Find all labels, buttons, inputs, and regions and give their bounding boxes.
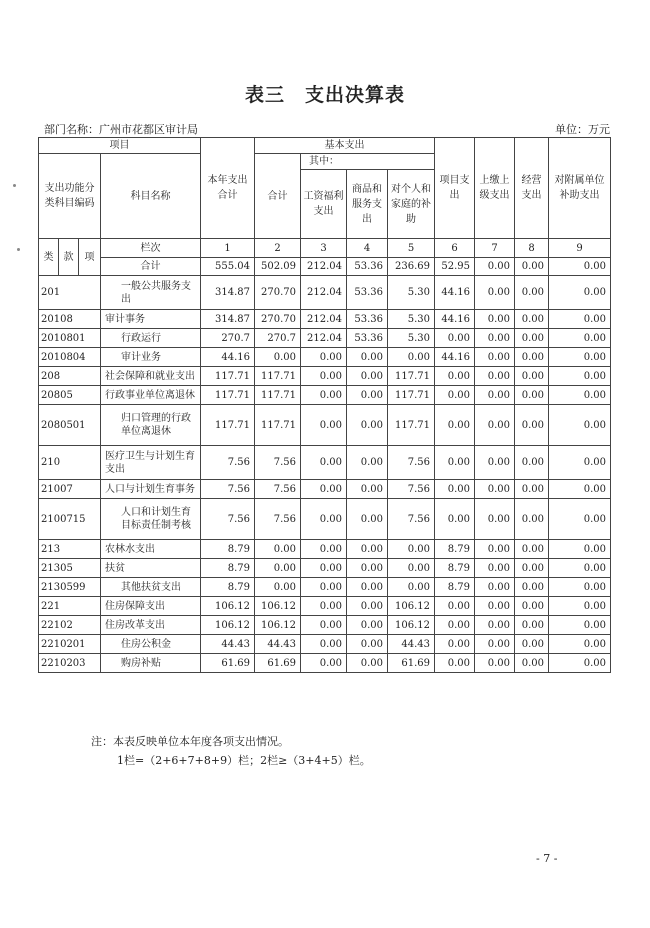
- row-cell: 0.00: [515, 446, 549, 480]
- table-row: [39, 616, 611, 635]
- row-cell: 0.00: [347, 367, 388, 386]
- header-basic-total: 合计: [255, 154, 301, 239]
- row-cell: 106.12: [388, 616, 435, 635]
- row-cell: 117.71: [255, 405, 301, 446]
- row-cell: 0.00: [435, 480, 475, 499]
- total-cell: 212.04: [301, 258, 347, 276]
- row-cell: 0.00: [549, 578, 611, 597]
- total-cell: 0.00: [549, 258, 611, 276]
- row-cell: 0.00: [515, 348, 549, 367]
- row-cell: 0.00: [435, 635, 475, 654]
- row-cell: 8.79: [201, 559, 255, 578]
- table-row: [39, 540, 611, 559]
- row-cell: 0.00: [347, 616, 388, 635]
- row-cell: 0.00: [515, 310, 549, 329]
- row-cell: 117.71: [388, 386, 435, 405]
- header-project-exp: 项目支出: [435, 138, 475, 239]
- row-code: 208: [39, 367, 101, 386]
- table-row: [39, 578, 611, 597]
- row-cell: 106.12: [201, 597, 255, 616]
- row-cell: 0.00: [301, 480, 347, 499]
- row-name: 住房改革支出: [101, 616, 201, 635]
- row-code: 210: [39, 446, 101, 480]
- col-number: 4: [347, 239, 388, 258]
- header-subject-name: 科目名称: [101, 154, 201, 239]
- row-name: 行政运行: [101, 329, 201, 348]
- row-cell: 61.69: [388, 654, 435, 673]
- total-cell: 53.36: [347, 258, 388, 276]
- row-cell: 270.70: [255, 276, 301, 310]
- row-cell: 0.00: [475, 559, 515, 578]
- row-cell: 270.7: [255, 329, 301, 348]
- table-row: [39, 654, 611, 673]
- row-cell: 0.00: [475, 446, 515, 480]
- row-cell: 0.00: [388, 348, 435, 367]
- row-cell: 0.00: [255, 348, 301, 367]
- row-cell: 0.00: [515, 635, 549, 654]
- row-cell: 0.00: [301, 348, 347, 367]
- col-number: 1: [201, 239, 255, 258]
- row-cell: 117.71: [201, 405, 255, 446]
- row-name: 购房补贴: [101, 654, 201, 673]
- row-cell: 5.30: [388, 276, 435, 310]
- row-cell: 0.00: [301, 367, 347, 386]
- row-cell: 0.00: [549, 386, 611, 405]
- total-cell: 52.95: [435, 258, 475, 276]
- row-cell: 7.56: [201, 499, 255, 540]
- row-cell: 0.00: [255, 578, 301, 597]
- row-cell: 0.00: [435, 654, 475, 673]
- row-cell: 0.00: [549, 499, 611, 540]
- row-cell: 0.00: [515, 405, 549, 446]
- table-row: [39, 635, 611, 654]
- row-code: 22102: [39, 616, 101, 635]
- row-cell: 44.43: [388, 635, 435, 654]
- row-cell: 7.56: [388, 480, 435, 499]
- row-cell: 0.00: [435, 499, 475, 540]
- row-cell: 0.00: [515, 276, 549, 310]
- row-cell: 0.00: [301, 616, 347, 635]
- row-code: 2210201: [39, 635, 101, 654]
- row-cell: 117.71: [255, 386, 301, 405]
- row-cell: 0.00: [435, 446, 475, 480]
- row-name: 医疗卫生与计划生育支出: [101, 446, 201, 480]
- row-cell: 0.00: [549, 654, 611, 673]
- header-func-code: 支出功能分类科目编码: [39, 154, 101, 239]
- row-cell: 0.00: [347, 499, 388, 540]
- row-cell: 8.79: [435, 540, 475, 559]
- row-cell: 7.56: [255, 446, 301, 480]
- row-cell: 0.00: [475, 367, 515, 386]
- page-number: - 7 -: [536, 852, 558, 865]
- row-cell: 212.04: [301, 310, 347, 329]
- row-cell: 0.00: [515, 654, 549, 673]
- row-cell: 0.00: [301, 540, 347, 559]
- row-cell: 0.00: [515, 329, 549, 348]
- row-code: 2130599: [39, 578, 101, 597]
- row-cell: 270.7: [201, 329, 255, 348]
- row-cell: 44.43: [255, 635, 301, 654]
- notes: [91, 732, 371, 770]
- row-code: 2080501: [39, 405, 101, 446]
- row-cell: 8.79: [201, 578, 255, 597]
- row-cell: 7.56: [201, 446, 255, 480]
- row-cell: 106.12: [255, 597, 301, 616]
- row-cell: 0.00: [435, 367, 475, 386]
- row-cell: 270.70: [255, 310, 301, 329]
- row-code: 2100715: [39, 499, 101, 540]
- row-cell: 0.00: [347, 578, 388, 597]
- header-lei: 类: [39, 239, 59, 276]
- row-cell: 0.00: [475, 480, 515, 499]
- row-cell: 106.12: [201, 616, 255, 635]
- row-cell: 0.00: [347, 405, 388, 446]
- total-cell: 0.00: [515, 258, 549, 276]
- row-cell: 0.00: [515, 386, 549, 405]
- row-name: 农林水支出: [101, 540, 201, 559]
- scan-mark: [17, 248, 20, 251]
- row-cell: 0.00: [301, 578, 347, 597]
- row-cell: 0.00: [549, 405, 611, 446]
- row-name: 审计业务: [101, 348, 201, 367]
- row-code: 201: [39, 276, 101, 310]
- row-cell: 314.87: [201, 276, 255, 310]
- row-cell: 0.00: [515, 559, 549, 578]
- row-cell: 53.36: [347, 310, 388, 329]
- row-cell: 0.00: [255, 540, 301, 559]
- row-cell: 0.00: [549, 446, 611, 480]
- header-among: 其中：: [301, 154, 435, 170]
- row-cell: 0.00: [515, 480, 549, 499]
- row-cell: 0.00: [515, 616, 549, 635]
- row-cell: 0.00: [549, 480, 611, 499]
- row-cell: 0.00: [435, 405, 475, 446]
- row-code: 21305: [39, 559, 101, 578]
- row-cell: 0.00: [347, 540, 388, 559]
- header-xiang: 项: [79, 239, 101, 276]
- row-cell: 0.00: [475, 499, 515, 540]
- row-cell: 0.00: [475, 405, 515, 446]
- row-cell: 117.71: [255, 367, 301, 386]
- row-cell: 0.00: [549, 597, 611, 616]
- row-cell: 0.00: [347, 559, 388, 578]
- row-cell: 0.00: [301, 499, 347, 540]
- row-code: 213: [39, 540, 101, 559]
- header-basic: 基本支出: [255, 138, 435, 154]
- row-cell: 0.00: [347, 348, 388, 367]
- row-cell: 0.00: [475, 329, 515, 348]
- row-cell: 5.30: [388, 310, 435, 329]
- header-business: 经营支出: [515, 138, 549, 239]
- table-row: [39, 480, 611, 499]
- row-cell: 8.79: [435, 578, 475, 597]
- row-cell: 0.00: [475, 616, 515, 635]
- header-subsidy: 对附属单位补助支出: [549, 138, 611, 239]
- row-cell: 0.00: [388, 578, 435, 597]
- row-code: 20805: [39, 386, 101, 405]
- row-cell: 314.87: [201, 310, 255, 329]
- row-cell: 0.00: [475, 386, 515, 405]
- col-number: 5: [388, 239, 435, 258]
- row-cell: 0.00: [475, 597, 515, 616]
- row-cell: 0.00: [515, 499, 549, 540]
- row-cell: 106.12: [388, 597, 435, 616]
- row-cell: 0.00: [549, 540, 611, 559]
- row-cell: 117.71: [388, 367, 435, 386]
- row-cell: 44.43: [201, 635, 255, 654]
- row-cell: 0.00: [301, 654, 347, 673]
- total-cell: 0.00: [475, 258, 515, 276]
- row-cell: 0.00: [435, 329, 475, 348]
- header-wage: 工资福利支出: [301, 170, 347, 239]
- row-cell: 0.00: [301, 405, 347, 446]
- row-name: 人口与计划生育事务: [101, 480, 201, 499]
- total-row: [39, 258, 611, 276]
- row-cell: 0.00: [515, 578, 549, 597]
- expenditure-table: [38, 137, 611, 673]
- row-cell: 44.16: [435, 276, 475, 310]
- row-cell: 0.00: [549, 616, 611, 635]
- row-name: 社会保障和就业支出: [101, 367, 201, 386]
- row-cell: 61.69: [255, 654, 301, 673]
- header-personal: 对个人和家庭的补助: [388, 170, 435, 239]
- row-cell: 0.00: [255, 559, 301, 578]
- row-cell: 117.71: [388, 405, 435, 446]
- row-code: 2010801: [39, 329, 101, 348]
- row-cell: 0.00: [301, 559, 347, 578]
- row-code: 221: [39, 597, 101, 616]
- row-cell: 0.00: [475, 540, 515, 559]
- row-name: 审计事务: [101, 310, 201, 329]
- row-cell: 0.00: [475, 635, 515, 654]
- row-cell: 0.00: [549, 276, 611, 310]
- row-cell: 0.00: [301, 597, 347, 616]
- row-cell: 5.30: [388, 329, 435, 348]
- table-row: [39, 386, 611, 405]
- table-row: [39, 446, 611, 480]
- row-cell: 0.00: [347, 654, 388, 673]
- department-name: 部门名称：广州市花都区审计局: [44, 123, 198, 136]
- row-cell: 53.36: [347, 276, 388, 310]
- row-cell: 44.16: [435, 348, 475, 367]
- header-total-year: 本年支出合计: [201, 138, 255, 239]
- row-cell: 7.56: [255, 480, 301, 499]
- row-cell: 0.00: [347, 386, 388, 405]
- row-name: 一般公共服务支出: [101, 276, 201, 310]
- table-row: [39, 329, 611, 348]
- table-row: [39, 597, 611, 616]
- row-cell: 0.00: [301, 386, 347, 405]
- row-cell: 0.00: [515, 540, 549, 559]
- table-row: [39, 499, 611, 540]
- row-cell: 106.12: [255, 616, 301, 635]
- table-row: [39, 559, 611, 578]
- row-cell: 0.00: [475, 578, 515, 597]
- row-cell: 0.00: [347, 597, 388, 616]
- row-name: 住房公积金: [101, 635, 201, 654]
- row-cell: 7.56: [255, 499, 301, 540]
- row-cell: 7.56: [201, 480, 255, 499]
- table-row: [39, 405, 611, 446]
- table-row: [39, 367, 611, 386]
- col-number: 7: [475, 239, 515, 258]
- note-line: 1栏=（2+6+7+8+9）栏；2栏≥（3+4+5）栏。: [117, 754, 371, 767]
- row-name: 扶贫: [101, 559, 201, 578]
- row-cell: 0.00: [549, 635, 611, 654]
- row-cell: 0.00: [549, 559, 611, 578]
- header-upper: 上缴上级支出: [475, 138, 515, 239]
- row-cell: 0.00: [301, 446, 347, 480]
- row-cell: 44.16: [201, 348, 255, 367]
- note-line: 注：本表反映单位本年度各项支出情况。: [91, 735, 289, 748]
- row-code: 2010804: [39, 348, 101, 367]
- row-cell: 0.00: [347, 635, 388, 654]
- col-number: 8: [515, 239, 549, 258]
- row-cell: 44.16: [435, 310, 475, 329]
- row-code: 20108: [39, 310, 101, 329]
- row-cell: 8.79: [201, 540, 255, 559]
- row-cell: 0.00: [475, 654, 515, 673]
- row-cell: 0.00: [549, 310, 611, 329]
- col-number: 3: [301, 239, 347, 258]
- row-name: 住房保障支出: [101, 597, 201, 616]
- row-cell: 0.00: [515, 597, 549, 616]
- row-cell: 0.00: [549, 348, 611, 367]
- row-cell: 0.00: [475, 276, 515, 310]
- row-name: 人口和计划生育目标责任制考核: [101, 499, 201, 540]
- col-number: 2: [255, 239, 301, 258]
- table-row: [39, 348, 611, 367]
- header-lanci: 栏次: [101, 239, 201, 258]
- row-cell: 0.00: [549, 329, 611, 348]
- header-project: 项目: [39, 138, 201, 154]
- total-label: 合计: [101, 258, 201, 276]
- row-code: 2210203: [39, 654, 101, 673]
- row-cell: 8.79: [435, 559, 475, 578]
- row-cell: 0.00: [515, 367, 549, 386]
- row-cell: 0.00: [435, 386, 475, 405]
- row-cell: 0.00: [435, 597, 475, 616]
- row-cell: 0.00: [347, 480, 388, 499]
- row-name: 归口管理的行政单位离退休: [101, 405, 201, 446]
- header-goods: 商品和服务支出: [347, 170, 388, 239]
- row-cell: 0.00: [475, 310, 515, 329]
- table-row: [39, 310, 611, 329]
- row-code: 21007: [39, 480, 101, 499]
- row-cell: 117.71: [201, 367, 255, 386]
- unit-label: 单位：万元: [555, 123, 610, 136]
- row-cell: 0.00: [475, 348, 515, 367]
- row-cell: 212.04: [301, 329, 347, 348]
- row-cell: 7.56: [388, 446, 435, 480]
- row-cell: 0.00: [388, 559, 435, 578]
- row-cell: 0.00: [388, 540, 435, 559]
- scan-mark: [13, 184, 16, 187]
- total-cell: 502.09: [255, 258, 301, 276]
- row-cell: 53.36: [347, 329, 388, 348]
- row-cell: 61.69: [201, 654, 255, 673]
- page-title: 表三 支出决算表: [244, 84, 405, 106]
- row-cell: 7.56: [388, 499, 435, 540]
- row-cell: 0.00: [347, 446, 388, 480]
- row-name: 行政事业单位离退休: [101, 386, 201, 405]
- row-cell: 0.00: [435, 616, 475, 635]
- row-cell: 212.04: [301, 276, 347, 310]
- row-cell: 0.00: [301, 635, 347, 654]
- row-cell: 0.00: [549, 367, 611, 386]
- row-name: 其他扶贫支出: [101, 578, 201, 597]
- row-cell: 117.71: [201, 386, 255, 405]
- total-cell: 236.69: [388, 258, 435, 276]
- header-kuan: 款: [59, 239, 79, 276]
- table-row: [39, 276, 611, 310]
- col-number: 6: [435, 239, 475, 258]
- total-cell: 555.04: [201, 258, 255, 276]
- col-number: 9: [549, 239, 611, 258]
